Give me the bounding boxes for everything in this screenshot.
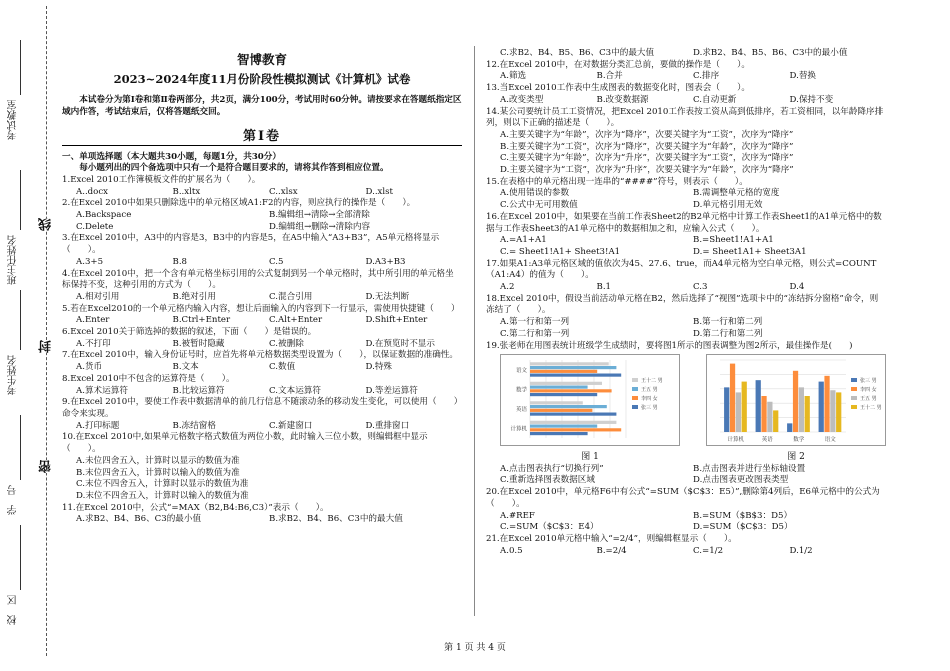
answer-option: D.特殊 xyxy=(365,362,393,373)
category-label: 数学 xyxy=(515,387,527,394)
answer-option: A.Enter xyxy=(76,315,110,326)
option-list xyxy=(62,292,462,304)
answer-option: A.求B2、B4、B6、C3的最小值 xyxy=(76,514,202,525)
question-block xyxy=(486,212,886,259)
label-head-teacher: 班主任姓名 xyxy=(8,235,19,285)
category-label: 数学 xyxy=(793,437,805,444)
answer-option: B.第一行和第二列 xyxy=(693,317,763,328)
bar xyxy=(767,402,772,432)
legend-label: 王五 男 xyxy=(641,387,658,394)
question-stem: 6.Excel 2010关于筛选掉的数据的叙述，下面（ ）是错误的。 xyxy=(62,327,317,338)
category-label: 计算机 xyxy=(510,426,527,433)
answer-option: C.被删除 xyxy=(269,338,304,349)
bar xyxy=(530,370,597,373)
legend-label: 王十二 男 xyxy=(860,405,882,412)
question-block xyxy=(62,233,462,268)
answer-option: B.1 xyxy=(596,282,612,293)
question-stem: 7.在Excel 2010中，输入身份证号时，应首先将单元格数据类型设置为（ ），以保证数据的准确性。 xyxy=(62,350,459,361)
school-name: 智博教育 xyxy=(236,52,287,67)
question-stem: 1.Excel 2010工作簿模板文件的扩展名为（ ）。 xyxy=(62,174,261,185)
right-question-list xyxy=(486,48,886,557)
seal-char-secret: 密 xyxy=(39,460,54,473)
question-block xyxy=(62,304,462,327)
question-block xyxy=(486,48,886,60)
question-block xyxy=(486,464,886,487)
bar xyxy=(530,425,597,428)
question-stem: 5.若在Excel2010的一个单元格内输入内容，想让后面输入的内容到下一行显示，需使用快捷键（ ） xyxy=(62,303,460,314)
answer-option: A.使用错误的参数 xyxy=(500,188,570,199)
answer-option: A.未位四舍五入，计算时以显示的数值为准 xyxy=(76,455,240,466)
answer-option: A.Backspace xyxy=(76,210,132,221)
legend-swatch xyxy=(851,405,857,409)
question-block xyxy=(62,327,462,350)
answer-option: B.冻结窗格 xyxy=(172,420,216,431)
answer-option: B..xltx xyxy=(172,186,201,197)
legend-swatch xyxy=(851,378,857,382)
answer-option: C.第二行和第一列 xyxy=(500,328,570,339)
bar xyxy=(530,432,588,435)
answer-option: D.主要关键字为“工资”，次序为“升序”，次要关键字为“年龄”，次序为“降序” xyxy=(500,165,794,176)
left-question-list xyxy=(62,175,462,526)
question-stem: 12.在Excel 2010中，在对数据分类汇总前，要做的操作是（ ）。 xyxy=(486,59,750,70)
column-divider xyxy=(474,46,475,616)
answer-option: C.=1/2 xyxy=(693,545,724,556)
legend-label: 王十二 男 xyxy=(641,378,663,385)
bar xyxy=(773,411,778,433)
answer-option: D.点击图表更改图表类型 xyxy=(693,475,789,486)
option-list xyxy=(486,71,886,83)
bar xyxy=(530,390,612,393)
answer-option: A.2 xyxy=(500,282,515,293)
bar xyxy=(819,382,824,432)
category-label: 英语 xyxy=(761,437,773,444)
section-heading: 一、单项选择题（本大题共30小题，每题1分，共30分） xyxy=(62,151,281,162)
bar xyxy=(530,429,621,432)
question-stem: 14.某公司要统计员工工资情况，把Excel 2010工作表按工资从高到低排序，若工资相同，以年龄降序排列，则以下正确的描述是（ ）。 xyxy=(486,106,884,129)
answer-option: D.A3+B3 xyxy=(365,256,406,267)
option-list xyxy=(62,421,462,433)
question-block xyxy=(62,374,462,397)
question-block xyxy=(62,350,462,373)
option-list xyxy=(486,282,886,294)
fill-line xyxy=(20,415,22,480)
answer-option: A.算术运算符 xyxy=(76,385,128,396)
option-list xyxy=(62,362,462,374)
label-campus: 校 区 xyxy=(8,595,19,625)
answer-option: C.新建窗口 xyxy=(269,420,313,431)
bar xyxy=(530,382,602,385)
label-exam-room: 考试教室 xyxy=(8,100,19,140)
bar xyxy=(824,376,829,432)
figure1-container xyxy=(500,354,680,463)
answer-option: B.点击图表并进行坐标轴设置 xyxy=(693,463,806,474)
legend-label: 王五 男 xyxy=(860,396,877,403)
answer-option: B.Ctrl+Enter xyxy=(172,315,231,326)
volume-heading: 第Ⅰ卷 xyxy=(62,131,462,146)
answer-option: B.=2/4 xyxy=(596,545,627,556)
answer-option: B.合并 xyxy=(596,71,623,82)
legend-swatch xyxy=(632,396,638,400)
question-stem: 4.在Excel 2010中，把一个含有单元格坐标引用的公式复制到另一个单元格时，其中所引用的单元格坐标保持不变，这种引用的方式为（ ）。 xyxy=(62,268,454,291)
answer-option: D.保持不变 xyxy=(789,94,834,105)
option-list xyxy=(486,546,886,558)
answer-option: B.被暂时隐藏 xyxy=(172,338,225,349)
question-stem: 3.在Excel 2010中，A3中的内容是3，B3中的内容是5，在A5中输入“A3+B3”，A5单元格将显示（ ）。 xyxy=(62,233,440,256)
bar xyxy=(530,374,621,377)
seal-dashed-line xyxy=(46,6,47,656)
bar xyxy=(530,413,616,416)
binding-margin xyxy=(0,0,60,671)
answer-option: D.求B2、B4、B5、B6、C3中的最小值 xyxy=(693,48,848,58)
answer-option: C.5 xyxy=(269,256,284,267)
category-label: 语文 xyxy=(824,437,836,444)
answer-option: C.排序 xyxy=(693,71,720,82)
option-list xyxy=(62,210,462,233)
question-stem: 20.在Excel 2010中，单元格F6中有公式“=SUM（$C$3：E5）”,删除第4列后，E6单元格中的公式为（ ）。 xyxy=(486,487,880,509)
legend-label: 张三 男 xyxy=(641,405,658,412)
exam-instructions: 本试卷分为第Ⅰ卷和第Ⅱ卷两部分，共2页，满分100分，考试用时60分钟。请按要求在答题纸指定区域内作答，考试结束后，仅将答题纸交回。 xyxy=(62,95,462,118)
fill-line xyxy=(20,525,22,590)
answer-option: B.主要关键字为“工资”，次序为“降序”，次要关键字为“年龄”，次序为“降序” xyxy=(500,141,794,152)
fill-line xyxy=(20,290,22,350)
answer-option: A.0.5 xyxy=(500,545,523,556)
answer-option: A.打印标题 xyxy=(76,420,120,431)
answer-option: A..docx xyxy=(76,186,109,197)
question-stem: 16.在Excel 2010中，如果要在当前工作表Sheet2的B2单元格中计算工作表Sheet1的A1单元格中的数据与工作表Sheet3的A1单元格中的数据相加之和，应输入公式（ ）。 xyxy=(486,211,882,234)
option-list xyxy=(62,386,462,398)
answer-option: D.Shift+Enter xyxy=(365,315,428,326)
question-block xyxy=(486,259,886,294)
fill-line xyxy=(20,170,22,230)
answer-option: C.文本运算符 xyxy=(269,385,321,396)
bar xyxy=(805,396,810,432)
answer-option: A.筛选 xyxy=(500,71,527,82)
question-block xyxy=(486,341,886,353)
question-stem: 8.Excel 2010中不包含的运算符是（ ）。 xyxy=(62,373,235,384)
right-column xyxy=(486,48,886,557)
answer-option: B.=SUM（$B$3：D5） xyxy=(693,510,793,521)
question-block xyxy=(486,60,886,83)
fill-line xyxy=(20,40,22,95)
page-footer: 第 1 页 共 4 页 xyxy=(444,643,506,653)
question-stem: 9.在Excel 2010中，要使工作表中数据清单的前几行信息不随滚动条的移动发生变化，可以使用（ ）命令来实现。 xyxy=(62,397,459,419)
answer-option: D.末位不四舍五入，计算时以输入的数值为准 xyxy=(76,490,249,501)
answer-option: C.混合引用 xyxy=(269,291,313,302)
option-list xyxy=(486,188,886,211)
question-block xyxy=(62,397,462,432)
question-block xyxy=(486,83,886,106)
bar xyxy=(787,424,792,433)
option-list xyxy=(62,257,462,269)
answer-option: B.比较运算符 xyxy=(172,385,225,396)
answer-option: D.替换 xyxy=(789,71,817,82)
bar xyxy=(756,380,761,432)
answer-option: C.主要关键字为“年龄”，次序为“升序”，次要关键字为“工资”，次序为“降序” xyxy=(500,153,794,164)
bar xyxy=(724,388,729,433)
option-list xyxy=(486,511,886,534)
question-stem: 13.当Excel 2010工作表中生成图表的数据变化时，图表会（ ）。 xyxy=(486,83,750,94)
answer-option: A.3+5 xyxy=(76,256,104,267)
answer-option: A.第一行和第一列 xyxy=(500,317,570,328)
bar xyxy=(530,386,588,389)
option-list xyxy=(486,95,886,107)
answer-option: C.=SUM（$C$3：E4） xyxy=(500,522,599,533)
figure2-container xyxy=(706,354,886,463)
seal-char-line: 线 xyxy=(39,218,54,231)
bar xyxy=(530,405,607,408)
question-block xyxy=(62,432,462,502)
answer-option: D.在预览时不显示 xyxy=(365,338,435,349)
question-block xyxy=(486,107,886,177)
answer-option: C.3 xyxy=(693,282,708,293)
question-block xyxy=(486,294,886,341)
question-stem: 11.在Excel 2010中，公式“=MAX（B2,B4:B6,C3）”表示（ ）。 xyxy=(62,502,329,513)
answer-option: B.改变数据源 xyxy=(596,94,649,105)
answer-option: D.编辑组→删除→清除内容 xyxy=(269,221,371,232)
question-stem: 2.在Excel 2010中如果只删除选中的单元格区域A1:F2的内容，则应执行的操作是（ ）。 xyxy=(62,198,416,209)
answer-option: B.绝对引用 xyxy=(172,291,216,302)
answer-option: D.重排窗口 xyxy=(365,420,410,431)
option-list xyxy=(486,235,886,258)
legend-label: 李四 女 xyxy=(641,396,658,403)
figure1-chart xyxy=(500,354,680,446)
option-list xyxy=(486,464,886,487)
bar xyxy=(761,396,766,432)
category-label: 语文 xyxy=(515,368,527,375)
answer-option: B.求B2、B4、B6、C3中的最大值 xyxy=(269,514,403,525)
answer-option: C.数值 xyxy=(269,362,296,373)
bar xyxy=(836,393,841,433)
answer-option: C..xlsx xyxy=(269,186,298,197)
bar xyxy=(799,388,804,433)
answer-option: D.= Sheet1A1+ Sheet3A1 xyxy=(693,246,807,257)
answer-option: D.=SUM（$C$3：D5） xyxy=(693,522,793,533)
answer-option: D.1/2 xyxy=(789,545,813,556)
legend-swatch xyxy=(632,387,638,391)
answer-option: D.无法判断 xyxy=(365,291,410,302)
bar xyxy=(742,382,747,432)
question-block xyxy=(62,175,462,198)
option-list xyxy=(62,187,462,199)
option-list xyxy=(486,317,886,340)
bar xyxy=(530,363,609,366)
left-column xyxy=(62,48,462,526)
category-label: 英语 xyxy=(515,407,527,414)
answer-option: C.末位不四舍五入，计算时以显示的数值为准 xyxy=(76,479,249,490)
answer-option: A.=A1+A1 xyxy=(500,235,547,246)
answer-option: D.单元格引用无效 xyxy=(693,200,763,211)
answer-option: C.= Sheet1!A1+ Sheet3!A1 xyxy=(500,246,621,257)
answer-option: A.点击图表执行“切换行列” xyxy=(500,463,604,474)
answer-option: A.货币 xyxy=(76,362,103,373)
option-list xyxy=(62,339,462,351)
question-block xyxy=(486,487,886,534)
question-stem: 19.张老师在用图表统计班级学生成绩时，要将图1所示的图表调整为图2所示，最佳操作是( ) xyxy=(486,340,853,351)
answer-option: B.末位四舍五入，计算时以输入的数值为准 xyxy=(76,467,240,478)
question-block xyxy=(62,503,462,526)
answer-option: D.等差运算符 xyxy=(365,385,418,396)
legend-swatch xyxy=(851,387,857,391)
category-label: 计算机 xyxy=(727,437,745,444)
answer-option: D.4 xyxy=(789,282,805,293)
question-stem: 17.如果A1:A3单元格区域的值依次为45、27.6、true，而A4单元格为空白单元格，则公式=COUNT（A1:A4）的值为（ ）。 xyxy=(486,258,877,281)
answer-option: C.公式中无可用数值 xyxy=(500,200,578,211)
bar xyxy=(736,393,741,433)
bar xyxy=(793,371,798,432)
answer-option: A.相对引用 xyxy=(76,291,120,302)
answer-option: C.自动更新 xyxy=(693,94,737,105)
exam-title: 2023~2024年度11月份阶段性模拟测试《计算机》试卷 xyxy=(113,71,411,86)
question-stem: 18.Excel 2010中，假设当前活动单元格在B2，然后选择了“视图”选项卡中的“冻结拆分窗格”命令，则冻结了（ ）。 xyxy=(486,293,879,316)
answer-option: A.#REF xyxy=(500,510,535,521)
figure2-caption: 图 2 xyxy=(787,451,805,462)
bar xyxy=(530,366,616,369)
answer-option: B.8 xyxy=(172,256,188,267)
label-student-name: 考生姓名 xyxy=(8,355,19,395)
question-block xyxy=(62,198,462,233)
option-list xyxy=(486,48,886,60)
label-student-id: 学 号 xyxy=(8,485,19,515)
question-block xyxy=(486,534,886,557)
answer-option: B.文本 xyxy=(172,362,199,373)
answer-option: A.主要关键字为“年龄”，次序为“降序”，次要关键字为“工资”，次序为“降序” xyxy=(500,129,794,140)
answer-option: C.求B2、B4、B5、B6、C3中的最大值 xyxy=(500,48,655,58)
answer-option: A.改变类型 xyxy=(500,94,544,105)
question-stem: 15.在表格中的单元格出现一连串的“####”符号，则表示（ ）。 xyxy=(486,176,748,187)
answer-option: D.第二行和第二列 xyxy=(693,328,763,339)
legend-label: 李四 女 xyxy=(860,387,877,394)
figure2-chart xyxy=(706,354,886,446)
bar xyxy=(730,364,735,432)
question-block xyxy=(486,177,886,212)
legend-swatch xyxy=(632,378,638,382)
option-list xyxy=(62,456,462,503)
answer-option: B.编辑组→清除→全部清除 xyxy=(269,210,370,221)
legend-swatch xyxy=(851,396,857,400)
bar xyxy=(530,409,592,412)
answer-option: C.Delete xyxy=(76,221,114,232)
bar xyxy=(830,391,835,433)
bar xyxy=(530,402,583,405)
question-stem: 10.在Excel 2010中,如果单元格数字格式数值为两位小数，此时输入三位小数，则编辑框中显示（ ）。 xyxy=(62,432,428,455)
question-stem: 21.在Excel 2010单元格中输入“=2/4”，则编辑框显示（ ）。 xyxy=(486,533,737,544)
section-note: 每小题列出的四个备选项中只有一个是符合题目要求的，请将其作答到相应位置。 xyxy=(79,163,389,174)
option-list xyxy=(62,315,462,327)
answer-option: A.不打印 xyxy=(76,338,111,349)
answer-option: C.Alt+Enter xyxy=(269,315,323,326)
legend-label: 张三 男 xyxy=(860,378,877,385)
legend-swatch xyxy=(632,405,638,409)
option-list xyxy=(486,130,886,177)
seal-char-seal: 封 xyxy=(39,340,54,353)
answer-option: B.需调整单元格的宽度 xyxy=(693,188,780,199)
question-block xyxy=(62,269,462,304)
bar xyxy=(530,393,597,396)
option-list xyxy=(62,514,462,526)
answer-option: B.=Sheet1!A1+A1 xyxy=(693,235,774,246)
answer-option: D..xlst xyxy=(365,186,394,197)
bar xyxy=(530,421,616,424)
answer-option: C.重新选择图表数据区域 xyxy=(500,475,595,486)
figure1-caption: 图 1 xyxy=(581,451,599,462)
figure-pair xyxy=(486,354,886,463)
